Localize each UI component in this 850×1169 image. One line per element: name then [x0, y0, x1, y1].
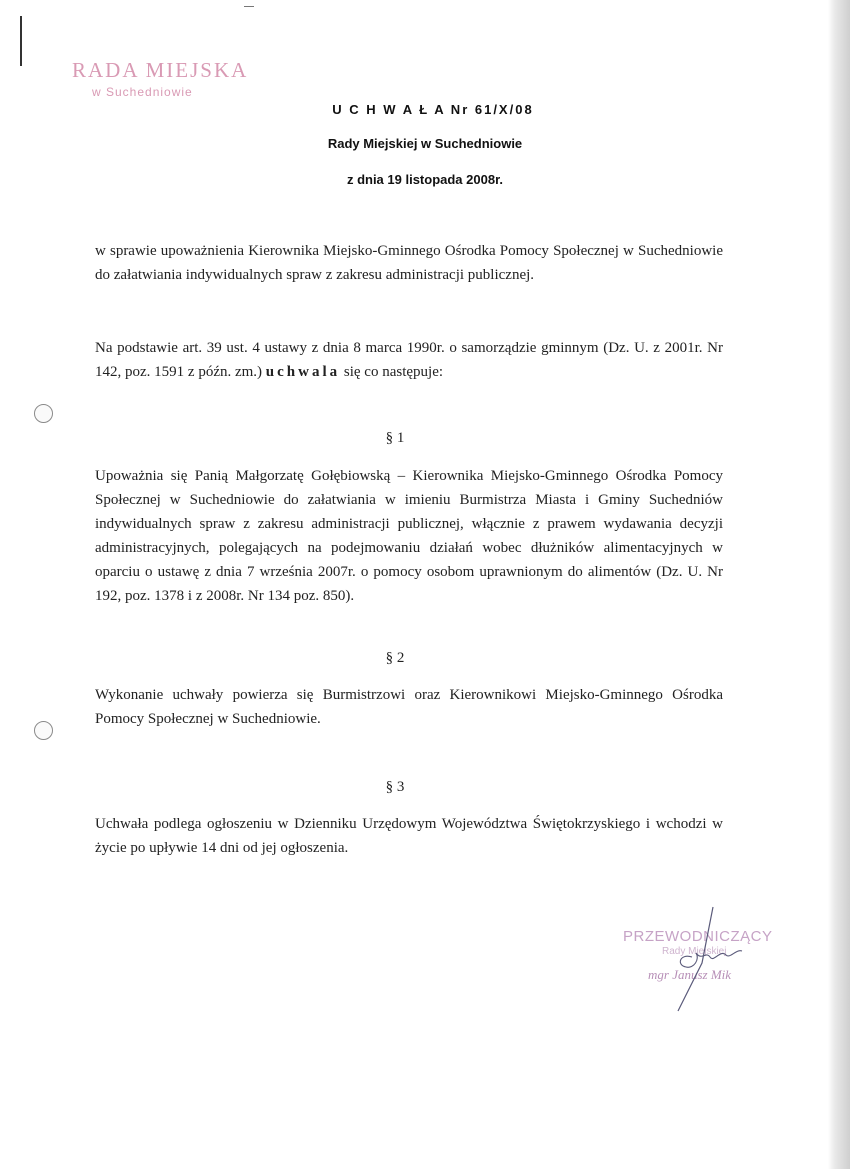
section-2-heading: § 2	[385, 650, 405, 666]
legal-basis	[95, 336, 723, 384]
legal-basis-text: Na podstawie art. 39 ust. 4 ustawy z dnia 8 marca 1990r. o samorządzie gminnym (Dz. U. z 2001r. Nr 142, poz. 1591 z późn. zm.)	[95, 340, 723, 380]
council-stamp	[72, 58, 248, 99]
council-stamp-line1: RADA MIEJSKA	[72, 58, 249, 82]
section-3-text: Uchwała podlega ogłoszeniu w Dzienniku Urzędowym Województwa Świętokrzyskiego i wchodzi w życie po upływie 14 dni od jej ogłoszenia.	[95, 816, 723, 856]
handwritten-signature	[610, 905, 790, 1015]
resolution-subject: w sprawie upoważnienia Kierownika Miejsko-Gminnego Ośrodka Pomocy Społecznej w Suchedniowie do załatwiania indywidualnych spraw z zakresu administracji publicznej.	[95, 243, 723, 283]
signature-block	[610, 905, 790, 1015]
scan-top-mark	[244, 6, 254, 7]
resolution-body: Rady Miejskiej w Suchedniowie	[327, 136, 523, 151]
resolution-title: U C H W A Ł A Nr 61/X/08	[332, 102, 534, 117]
scan-margin-mark	[20, 16, 22, 66]
chairman-stamp-council: Rady Miejskiej	[662, 946, 727, 957]
section-1-heading: § 1	[385, 430, 405, 446]
chairman-stamp-name: mgr Janusz Mik	[648, 967, 732, 982]
chairman-stamp-title: PRZEWODNICZĄCY	[623, 928, 773, 945]
punch-hole-top	[34, 404, 53, 423]
section-1-text: Upoważnia się Panią Małgorzatę Gołębiowską – Kierownika Miejsko-Gminnego Ośrodka Pomocy Społecznej w Suchedniowie do załatwiania w imieniu Burmistrza Miasta i Gminy Suchedniów indywidualnych spraw z zakresu administracji publicznej, włącznie z prawem wydawania decyzji administracyjnych, polegających na podejmowaniu działań wobec dłużników alimentacyjnych w oparciu o ustawę z dnia 7 września 2007r. o pomocy osobom uprawnionym do alimentów (Dz. U. Nr 192, poz. 1378 i z 2008r. Nr 134 poz. 850).	[95, 468, 723, 604]
section-2-text: Wykonanie uchwały powierza się Burmistrzowi oraz Kierownikowi Miejsko-Gminnego Ośrodka Pomocy Społecznej w Suchedniowie.	[95, 687, 723, 727]
punch-hole-bottom	[34, 721, 53, 740]
section-3-heading: § 3	[385, 779, 405, 795]
legal-basis-emphasis: uchwala	[265, 364, 341, 380]
council-stamp-line2: w Suchedniowie	[92, 85, 193, 99]
legal-basis-text-end: się co następuje:	[340, 364, 444, 380]
resolution-date: z dnia 19 listopada 2008r.	[346, 172, 504, 187]
